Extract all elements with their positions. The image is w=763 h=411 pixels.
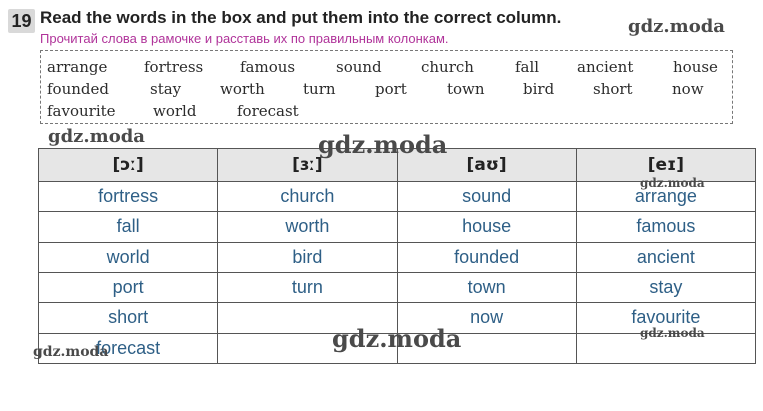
watermark: gdz.moda — [332, 324, 462, 353]
table-row — [39, 212, 756, 242]
table-cell: church — [218, 182, 397, 212]
table-cell: ancient — [576, 242, 755, 272]
word-box-word: founded — [47, 80, 109, 98]
table-cell — [576, 333, 755, 363]
word-box-word: fortress — [144, 58, 204, 76]
column-header-er: [ɜː] — [218, 149, 397, 182]
watermark: gdz.moda — [640, 326, 705, 340]
word-box-word: town — [447, 80, 485, 98]
table-cell: town — [397, 272, 576, 302]
word-box-word: favourite — [47, 102, 116, 120]
table-cell — [218, 303, 397, 333]
table-cell: port — [39, 272, 218, 302]
table-cell — [397, 333, 576, 363]
word-box-word: forecast — [237, 102, 299, 120]
table-cell: famous — [576, 212, 755, 242]
exercise-number: 19 — [8, 9, 35, 33]
word-box-word: arrange — [47, 58, 108, 76]
table-cell: now — [397, 303, 576, 333]
word-box-word: ancient — [577, 58, 634, 76]
word-box-word: world — [153, 102, 197, 120]
table-cell: world — [39, 242, 218, 272]
word-box-word: sound — [336, 58, 382, 76]
instruction-russian: Прочитай слова в рамочке и расставь их по правильным колонкам. — [40, 31, 449, 46]
word-box-word: fall — [515, 58, 540, 76]
word-box-word: house — [673, 58, 718, 76]
word-box — [40, 50, 733, 124]
instruction-english: Read the words in the box and put them into the correct column. — [40, 8, 562, 27]
table-row — [39, 333, 756, 363]
watermark: gdz.moda — [628, 16, 725, 37]
word-box-word: church — [421, 58, 474, 76]
table-cell: fall — [39, 212, 218, 242]
column-header-ei: [eɪ] — [576, 149, 755, 182]
table-cell: forecast — [39, 333, 218, 363]
sound-columns-table — [38, 148, 756, 364]
word-box-word: bird — [523, 80, 555, 98]
word-box-word: stay — [150, 80, 182, 98]
word-box-word: famous — [240, 58, 296, 76]
watermark: gdz.moda — [48, 126, 145, 147]
table-cell: worth — [218, 212, 397, 242]
word-box-word: port — [375, 80, 407, 98]
table-header-row — [39, 149, 756, 182]
table-cell: favourite — [576, 303, 755, 333]
table-cell: bird — [218, 242, 397, 272]
table-cell: short — [39, 303, 218, 333]
word-box-word: now — [672, 80, 704, 98]
table-cell: turn — [218, 272, 397, 302]
table-cell: house — [397, 212, 576, 242]
table-cell: sound — [397, 182, 576, 212]
table-row — [39, 182, 756, 212]
table-row — [39, 272, 756, 302]
table-row — [39, 303, 756, 333]
word-box-word: worth — [220, 80, 265, 98]
watermark: gdz.moda — [640, 176, 705, 190]
table-cell: founded — [397, 242, 576, 272]
word-box-word: turn — [303, 80, 336, 98]
watermark: gdz.moda — [318, 130, 448, 159]
watermark: gdz.moda — [33, 344, 109, 360]
word-box-word: short — [593, 80, 633, 98]
column-header-aw: [ɔː] — [39, 149, 218, 182]
table-cell: stay — [576, 272, 755, 302]
table-row — [39, 242, 756, 272]
table-cell — [218, 333, 397, 363]
table-cell: arrange — [576, 182, 755, 212]
column-header-au: [aʊ] — [397, 149, 576, 182]
table-cell: fortress — [39, 182, 218, 212]
